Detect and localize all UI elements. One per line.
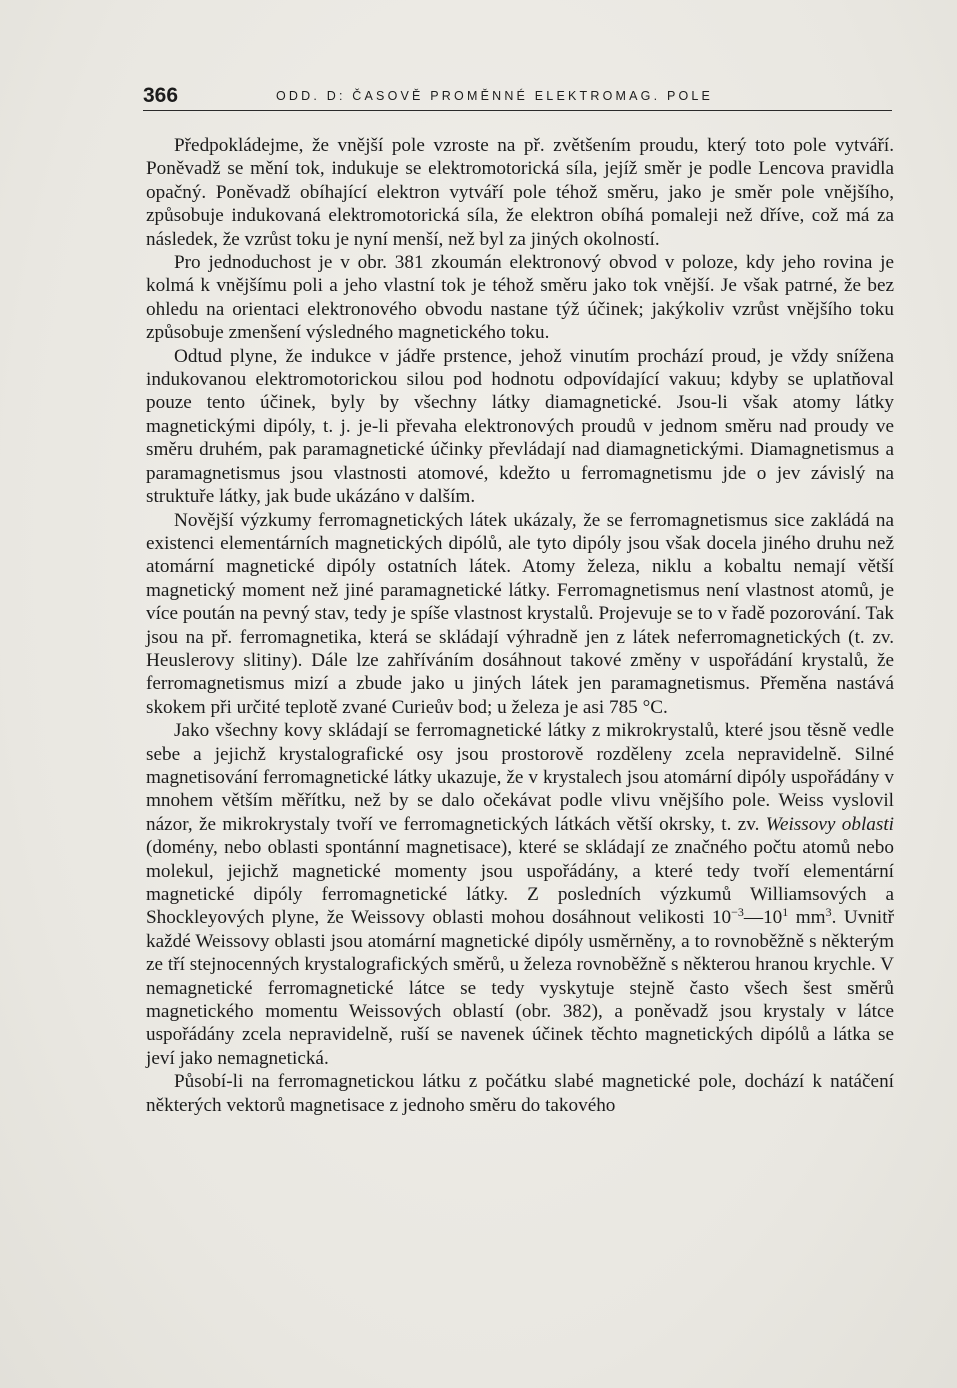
paragraph-5-start: Jako všechny kovy skládají se ferromagnetické látky z mikrokrystalů, které jsou těsně vedle sebe a jejichž krystalografické osy jsou prostorově rozděleny zcela nepravidelně. Silné magnetisování ferromagnetické látky ukazuje, že v krystalech jsou atomární dipóly uspořádány v mnohem větším měřítku, než by se dalo očekávat podle vlivu vnějšího pole. Weiss vyslovil názor, že mikrokrystaly tvoří ve ferromagnetických látkách větší okrsky, t. zv. [146, 720, 894, 835]
paragraph-2: Pro jednoduchost je v obr. 381 zkoumán elektronový obvod v poloze, kdy jeho rovina je kolmá k vnějšímu poli a jeho vlastní tok je téhož směru jako tok vnější. Je však patrné, že bez ohledu na orientaci elektronového obvodu nastane týž účinek; jakýkoliv vzrůst vnějšího toku způsobuje zmenšení výsledného magnetického toku. [146, 252, 894, 344]
paragraph-5-end: . Uvnitř každé Weissovy oblasti jsou atomární magnetické dipóly usměrněny, a to rovnoběžně s některým ze tří stejnocenných krystalografických směrů, u železa rovnoběžně s některou hranou krychle. V nemagnetické ferromagnetické látce se tedy vyskytuje stejně často všech šest směrů magnetického momentu Weissových oblastí (obr. 382), a poněvadž jsou krystaly v látce uspořádány zcela nepravidelně, ruší se navenek účinek těchto magnetických dipólů a látka se jeví jako nemagnetická. [146, 907, 894, 1069]
paragraph-3: Odtud plyne, že indukce v jádře prstence, jehož vinutím prochází proud, je vždy snížena indukovanou elektromotorickou silou pod hodnotu odpovídající vakuu; kdyby se uplatňoval pouze tento účinek, byly by všechny látky diamagnetické. Jsou-li však atomy látky magnetickými dipóly, t. j. je-li převaha elektronových proudů v jednom směru nad proudy ve směru druhém, pak paramagnetické účinky převládají nad diamagnetickými. Diamagnetismus a paramagnetismus jsou vlastnosti atomové, kdežto u ferromagnetismu jde o jev závislý na struktuře látky, jak bude ukázáno v dalším. [146, 345, 894, 508]
body-text [146, 134, 894, 1117]
paragraph-1: Předpokládejme, že vnější pole vzroste na př. zvětšením proudu, který toto pole vytváří. Poněvadž se mění tok, indukuje se elektromotorická síla, jejíž směr je podle Lencova pravidla opačný. Poněvadž obíhající elektron vytváří pole téhož směru, jako je směr pole vnějšího, způsobuje indukovaná elektromotorická síla, že elektron obíhá pomaleji než dříve, což má za následek, že vzrůst toku je nyní menší, než byl za jiných okolností. [146, 135, 894, 250]
weiss-domains-term: Weissovy oblasti [765, 813, 894, 835]
paragraph-6: Působí-li na ferromagnetickou látku z počátku slabé magnetické pole, dochází k natáčení některých vektorů magnetisace z jednoho směru do takového [146, 1071, 894, 1116]
exponent-one: 1 [782, 905, 789, 920]
exponent-minus-three: −3 [731, 905, 744, 920]
page-header [143, 84, 892, 111]
unit-mm: mm [788, 907, 826, 929]
paragraph-5-middle: (domény, nebo oblasti spontánní magnetisace), které se skládají ze značného počtu atomů nebo molekul, jejichž magnetické momenty jsou uspořádány, a které tedy tvoří elementární magnetické dipóly ferromagnetické látky. Z posledních výzkumů Williamsových a Shockleyových plyne, že Weissovy oblasti mohou dosáhnout velikosti 10 [146, 837, 894, 929]
paragraph-4: Novější výzkumy ferromagnetických látek ukázaly, že se ferromagnetismus sice zakládá na existenci elementárních magnetických dipólů, ale tyto dipóly jsou však docela jiného druhu než atomární magnetické dipóly ostatních látek. Atomy železa, niklu a kobaltu nemají větší magnetický moment než jiné paramagnetické látky. Ferromagnetismus není vlastnost atomů, je více poután na pevný stav, tedy je spíše vlastnost krystalů. Projevuje se to v řadě pozorování. Tak jsou na př. ferromagnetika, která se skládají výhradně jen z látek neferromagnetických (t. zv. Heuslerovy slitiny). Dále lze zahříváním dosáhnout takové změny v uspořádání krystalů, že ferromagnetismus mizí a zbude jako u jiných látek jen paramagnetismus. Přeměna nastává skokem při určité teplotě zvané Curieův bod; u železa je asi 785 °C. [146, 509, 894, 718]
exponent-three: 3 [825, 905, 832, 920]
range-separator: —10 [743, 907, 783, 929]
paragraph-5 [146, 719, 894, 1070]
running-title: ODD. D: ČASOVĚ PROMĚNNÉ ELEKTROMAG. POLE [276, 89, 714, 103]
page-number: 366 [143, 84, 179, 107]
